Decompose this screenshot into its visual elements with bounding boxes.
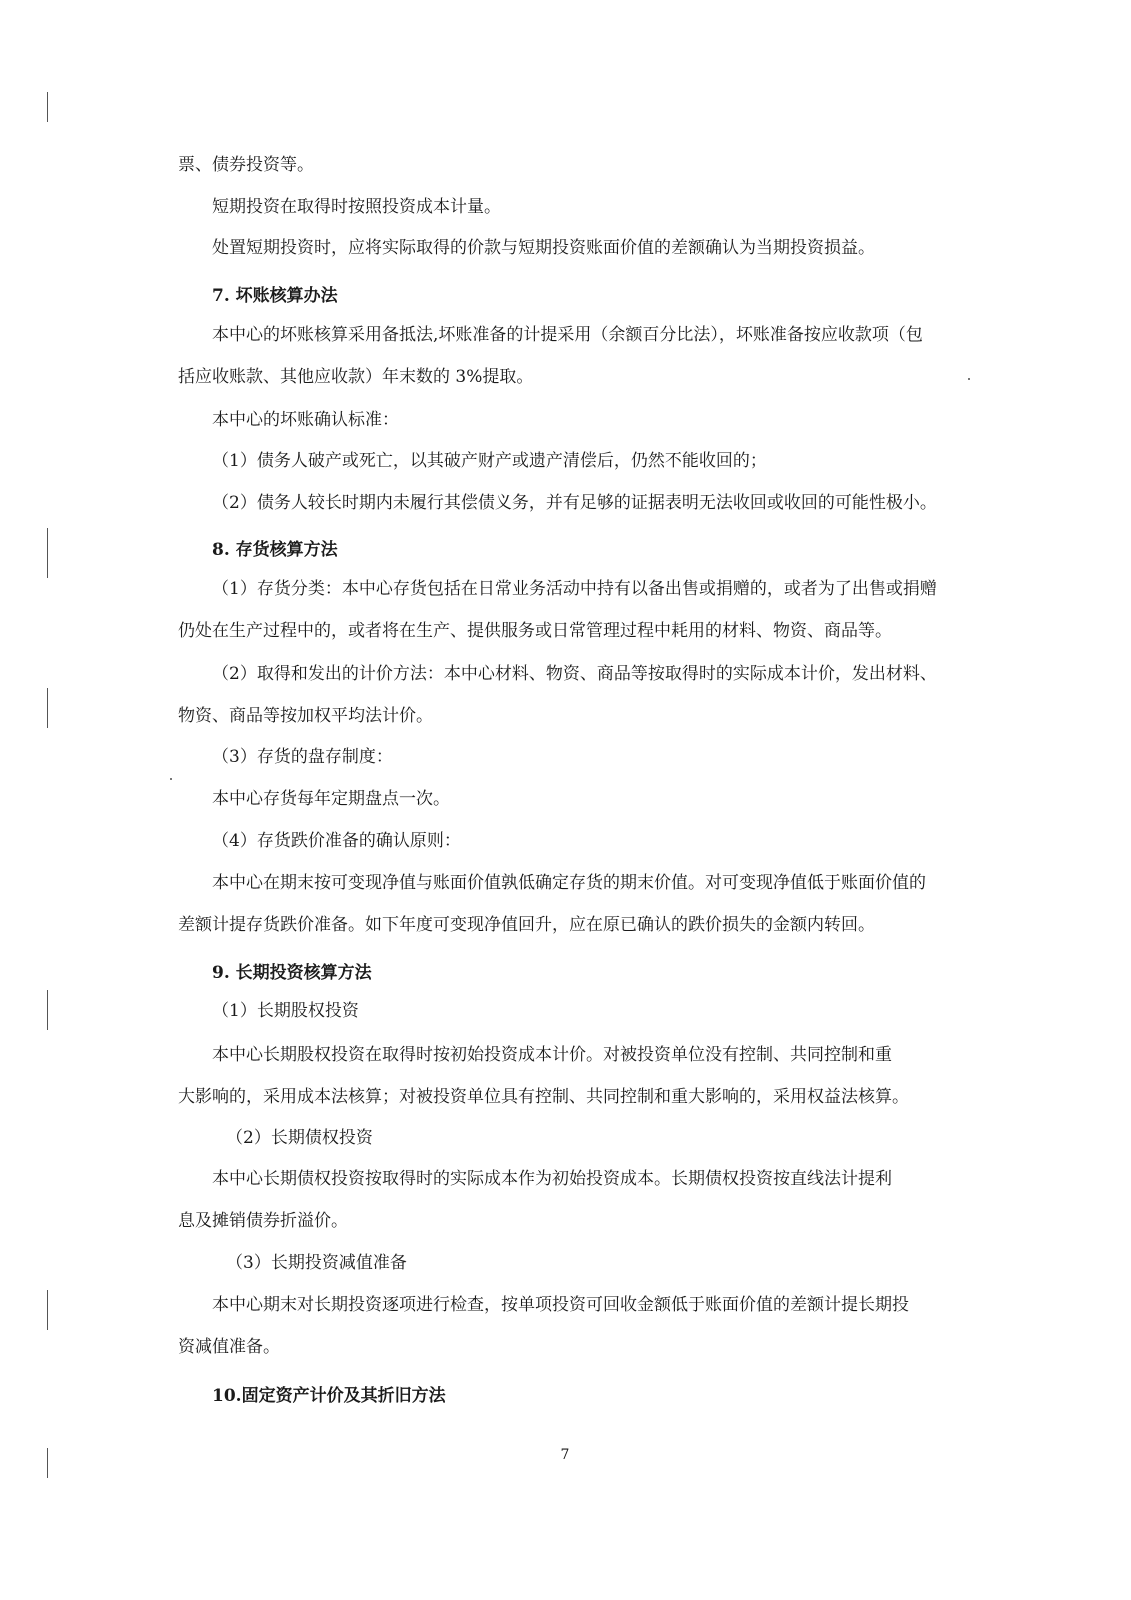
text-line: 本中心的坏账核算采用备抵法,坏账准备的计提采用（余额百分比法），坏账准备按应收款项（包 [212, 325, 923, 345]
text-line: （1）债务人破产或死亡，以其破产财产或遗产清偿后，仍然不能收回的； [212, 451, 767, 471]
text-line: （2）债务人较长时期内未履行其偿债义务，并有足够的证据表明无法收回或收回的可能性极小。 [212, 493, 937, 513]
text-line: 本中心在期末按可变现净值与账面价值孰低确定存货的期末价值。对可变现净值低于账面价值的 [212, 873, 926, 893]
text-line: （4）存货跌价准备的确认原则： [212, 831, 461, 851]
page-number: 7 [560, 1447, 570, 1463]
text-line: 短期投资在取得时按照投资成本计量。 [212, 197, 501, 217]
text-line: 本中心长期股权投资在取得时按初始投资成本计价。对被投资单位没有控制、共同控制和重 [212, 1045, 892, 1065]
scan-mark [47, 1448, 48, 1478]
section-heading: 8. 存货核算方法 [212, 540, 338, 560]
section-heading: 7. 坏账核算办法 [212, 286, 338, 306]
text-line: 仍处在生产过程中的，或者将在生产、提供服务或日常管理过程中耗用的材料、物资、商品等。 [178, 621, 892, 641]
text-line: 处置短期投资时，应将实际取得的价款与短期投资账面价值的差额确认为当期投资损益。 [212, 238, 875, 258]
text-line: 本中心的坏账确认标准： [212, 410, 399, 430]
text-line: 差额计提存货跌价准备。如下年度可变现净值回升，应在原已确认的跌价损失的金额内转回。 [178, 915, 875, 935]
section-heading: 10.固定资产计价及其折旧方法 [212, 1386, 446, 1406]
scan-mark [47, 528, 48, 578]
text-line: （1）存货分类：本中心存货包括在日常业务活动中持有以备出售或捐赠的，或者为了出售或捐赠 [212, 579, 937, 599]
text-line: 大影响的，采用成本法核算；对被投资单位具有控制、共同控制和重大影响的，采用权益法核算。 [178, 1087, 909, 1107]
text-line: （3）存货的盘存制度： [212, 747, 393, 767]
text-line: 票、债券投资等。 [178, 155, 314, 175]
text-line: 括应收账款、其他应收款）年末数的 3%提取。 [178, 367, 534, 387]
text-line: 本中心期末对长期投资逐项进行检查，按单项投资可回收金额低于账面价值的差额计提长期投 [212, 1295, 909, 1315]
text-line: （2）取得和发出的计价方法：本中心材料、物资、商品等按取得时的实际成本计价，发出材料、 [212, 664, 937, 684]
text-line: 息及摊销债券折溢价。 [178, 1211, 348, 1231]
text-line: 本中心长期债权投资按取得时的实际成本作为初始投资成本。长期债权投资按直线法计提利 [212, 1169, 892, 1189]
scan-mark [47, 1290, 48, 1330]
text-line: （2）长期债权投资 [226, 1128, 373, 1148]
section-heading: 9. 长期投资核算方法 [212, 963, 372, 983]
text-line: （1）长期股权投资 [212, 1001, 359, 1021]
text-line: 本中心存货每年定期盘点一次。 [212, 789, 450, 809]
scan-mark [47, 688, 48, 728]
scan-mark [47, 92, 48, 122]
scan-mark [47, 990, 48, 1030]
scan-dot [170, 778, 172, 780]
text-line: 物资、商品等按加权平均法计价。 [178, 706, 433, 726]
text-line: （3）长期投资减值准备 [226, 1253, 407, 1273]
text-line: 资减值准备。 [178, 1337, 280, 1357]
